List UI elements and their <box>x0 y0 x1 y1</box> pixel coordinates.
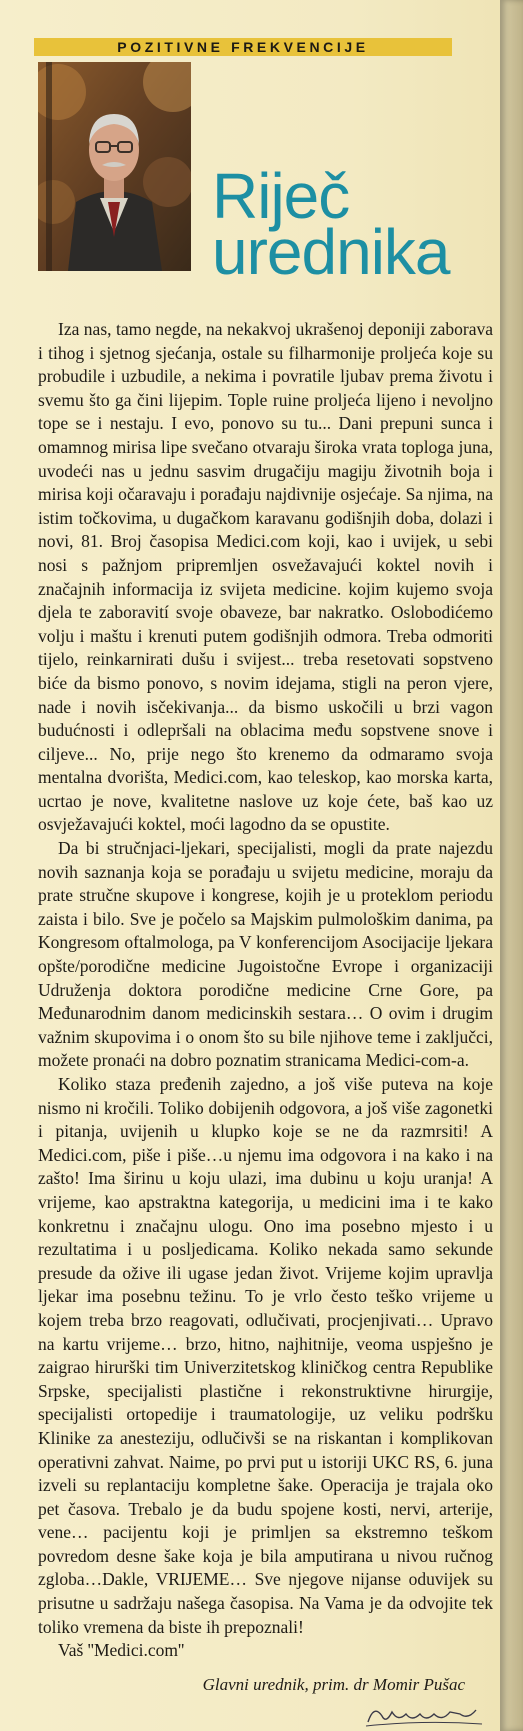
section-header-bar <box>34 38 452 56</box>
handwritten-signature <box>364 1700 484 1728</box>
article-paragraph-1: Iza nas, tamo negde, na nekakvoj ukrašenoj deponiji zaborava i tihog i sjetnog sjećanja, ostale su filharmonije proljeća koje su probudile i uzbudile, a nekima i povratile ljubav prema životu i svemu što ga čini lijepim. Tople ruine proljeća lijeno i nevoljno tope se i nestaju. I evo, ponovo su tu... Dani prepuni sunca i omamnog mirisa lipe svečano otvaraju široka vrata toploga juna, uvodeći nas u jednu sasvim drugačiju magiju životnih boja i mirisa koji očaravaju i porađaju najdivnije osjećaje. Sa njima, na istim točkovima, u dugačkom karavanu godišnjih doba, dolazi i novi, 81. Broj časopisa Medici.com koji, kao i uvijek, u sebi nosi s pažnjom pripremljen osvežavajući koktel novih i značajnih informacija iz svijeta medicine. kojim kujemo svoja djela te zaboravití svoje obaveze, bar nakratko. Oslobodićemo volju i maštu i krenuti putem godišnjih odmora. Treba odmoriti tijelo, reinkarnirati dušu i svijest... treba resetovati sopstveno biće da bismo ponovo, s novim idejama, stigli na peron vjere, nade i novih isčekivanja... da bismo uskočili u brzi vagon budućnosti i odlepršali na oblacima među sopstvene snove i ciljeve... No, prije nego što krenemo da odmaramo svoja mentalna dvorišta, Medici.com, kao teleskop, kao morska karta, ucrtao je nove, kvalitetne naslove uz koje ćete, baš kao uz osvježavajući koktel, moći lagodno da se opustite. <box>38 319 493 835</box>
title-line-2: urednika <box>212 216 450 288</box>
page-title <box>212 160 450 288</box>
adjacent-page-edge <box>500 0 523 1731</box>
closing-sign: Vaš ''Medici.com'' <box>58 1640 185 1661</box>
portrait-image <box>38 62 191 271</box>
article-body <box>38 318 493 1663</box>
editor-photo <box>38 62 191 271</box>
section-label: POZITIVNE FREKVENCIJE <box>117 39 369 55</box>
author-credit: Glavni urednik, prim. dr Momir Pušac <box>202 1675 465 1694</box>
article-paragraph-3: Koliko staza pređenih zajedno, a još više puteva na koje nismo ni kročili. Toliko dobijenih odgovora, a još više zagonetki i pitanja, uvijenih u klupko koje se ne da razmrsiti! A Medici.com, piše i piše…u njemu ima odgovora i na kako i na zašto! Ima širinu u koju ulazi, ima dubinu u koju uranja! A vrijeme, kao apstraktna kategorija, u medicini ima i te kako konkretnu i značajnu ulogu. Ono ima posebno mjesto i u rezultatima i u posljedicama. Koliko nekada samo sekunde presude da ožive ili ugase jedan život. Vrijeme kojim upravlja ljekar ima posebnu težinu. To je vrlo često teško vrijeme u kojem treba brzo reagovati, odlučivati, procjenjivati… Upravo na kartu vrijeme… brzo, hitno, najhitnije, veoma uspješno je zaigrao hirurški tim Univerzitetskog kliničkog centra Republike Srpske, specijalisti plastične i rekonstruktivne hirurgije, specijalisti ortopedije i traumatologije, uz veliku podršku Klinike za anesteziju, odlučivši se na riskantan i komplikovan operativni zahvat. Naime, po prvi put u istoriji UKC RS, 6. juna izveli su replantaciju kompletne šake. Operacija je trajala oko pet časova. Trebalo je da budu spojene kosti, nervi, arterije, vene… pacijentu koji je primljen sa ekstremno teškom povredom desne šake koja je bila amputirana u nivou ručnog zgloba…Dakle, VRIJEME… Sve njegove nijanse oduvijek su prisutne u sadržaju našega časopisa. Na Vama je da odvojite tek toliko vremena da biste ih prepoznali! <box>38 1074 493 1637</box>
title-line-1: Riječ <box>212 160 350 232</box>
article-paragraph-2: Da bi stručnjaci-ljekari, specijalisti, mogli da prate najezdu novih saznanja koja se porađaju u svijetu medicine, moraju da prate stručne skupove i kongrese, kojih je u proteklom periodu zaista i bilo. Sve je počelo sa Majskim pulmološkim danima, pa Kongresom oftalmologa, pa V konferencijom Asocijacije ljekara opšte/porodične medicine Jugoistočne Evrope i organizaciji Udruženja doktora porodične medicine Crne Gore, pa Međunarodnim danom medicinskih sestara… O ovim i drugim važnim skupovima i o onom što su bile njihove teme i zaključci, možete pronaći na dobro poznatim stranicama Medici-com-a. <box>38 838 493 1071</box>
